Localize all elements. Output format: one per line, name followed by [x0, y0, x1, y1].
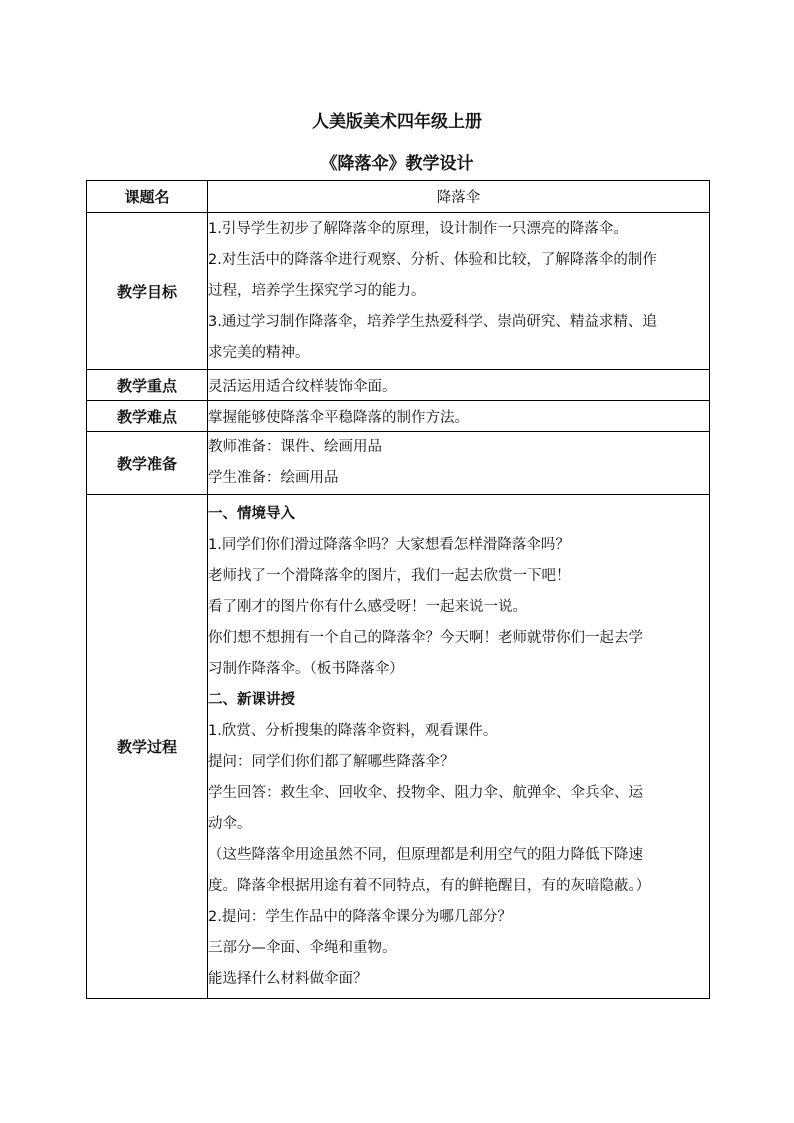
- objective-line: 过程，培养学生探究学习的能力。: [208, 282, 426, 299]
- topic-label: 课题名: [87, 181, 208, 213]
- objectives-content: [208, 213, 710, 370]
- process-line: 习制作降落伞。（板书降落伞）: [208, 660, 404, 677]
- objective-line: 求完美的精神。: [208, 344, 310, 361]
- objective-line: 2.对生活中的降落伞进行观察、分析、体验和比较，了解降落伞的制作: [208, 251, 657, 268]
- preparation-label: 教学准备: [87, 432, 208, 495]
- process-line: （这些降落伞用途虽然不同，但原理都是利用空气的阻力降低下降速: [208, 846, 643, 863]
- table-row-difficulty: [87, 401, 710, 432]
- process-line: 老师找了一个滑降落伞的图片，我们一起去欣赏一下吧！: [208, 567, 571, 584]
- process-label: 教学过程: [87, 495, 208, 999]
- process-line: 1.欣赏、分析搜集的降落伞资料，观看课件。: [208, 722, 498, 739]
- section-heading: 二、新课讲授: [208, 691, 295, 708]
- process-line: 能选择什么材料做伞面？: [208, 970, 368, 987]
- process-content: [208, 495, 710, 999]
- preparation-content: [208, 432, 710, 495]
- process-line: 你们想不想拥有一个自己的降落伞？今天啊！老师就带你们一起去学: [208, 629, 643, 646]
- process-line: 动伞。: [208, 815, 252, 832]
- process-line: 学生回答：救生伞、回收伞、投物伞、阻力伞、航弹伞、伞兵伞、运: [208, 784, 643, 801]
- section-heading: 一、情境导入: [208, 505, 295, 522]
- preparation-line: 学生准备：绘画用品: [208, 470, 339, 486]
- document-title: 人美版美术四年级上册: [312, 112, 482, 132]
- key-point-value: 灵活运用适合纹样装饰伞面。: [208, 370, 710, 401]
- table-row-preparation: [87, 432, 710, 495]
- process-line: 1.同学们你们滑过降落伞吗？大家想看怎样滑降落伞吗？: [208, 536, 570, 553]
- topic-value: 降落伞: [208, 181, 710, 213]
- lesson-plan-table: [86, 180, 710, 999]
- objective-line: 1.引导学生初步了解降落伞的原理，设计制作一只漂亮的降落伞。: [208, 220, 628, 237]
- key-point-label: 教学重点: [87, 370, 208, 401]
- process-line: 提问：同学们你们都了解哪些降落伞？: [208, 753, 455, 770]
- process-line: 度。降落伞根据用途有着不同特点，有的鲜艳醒目，有的灰暗隐蔽。）: [208, 877, 651, 894]
- process-line: 2.提问：学生作品中的降落伞课分为哪几部分？: [208, 908, 512, 925]
- table-row-objectives: [87, 213, 710, 370]
- process-line: 三部分—伞面、伞绳和重物。: [208, 939, 397, 956]
- table-row-key-point: [87, 370, 710, 401]
- process-line: 看了刚才的图片你有什么感受呀！一起来说一说。: [208, 598, 527, 615]
- table-row-process: [87, 495, 710, 999]
- document-subtitle: 《降落伞》教学设计: [320, 154, 474, 174]
- table-row-topic: [87, 181, 710, 213]
- objective-line: 3.通过学习制作降落伞，培养学生热爱科学、崇尚研究、精益求精、追: [208, 313, 657, 330]
- preparation-line: 教师准备：课件、绘画用品: [208, 439, 382, 455]
- difficulty-value: 掌握能够使降落伞平稳降落的制作方法。: [208, 401, 710, 432]
- objectives-label: 教学目标: [87, 213, 208, 370]
- difficulty-label: 教学难点: [87, 401, 208, 432]
